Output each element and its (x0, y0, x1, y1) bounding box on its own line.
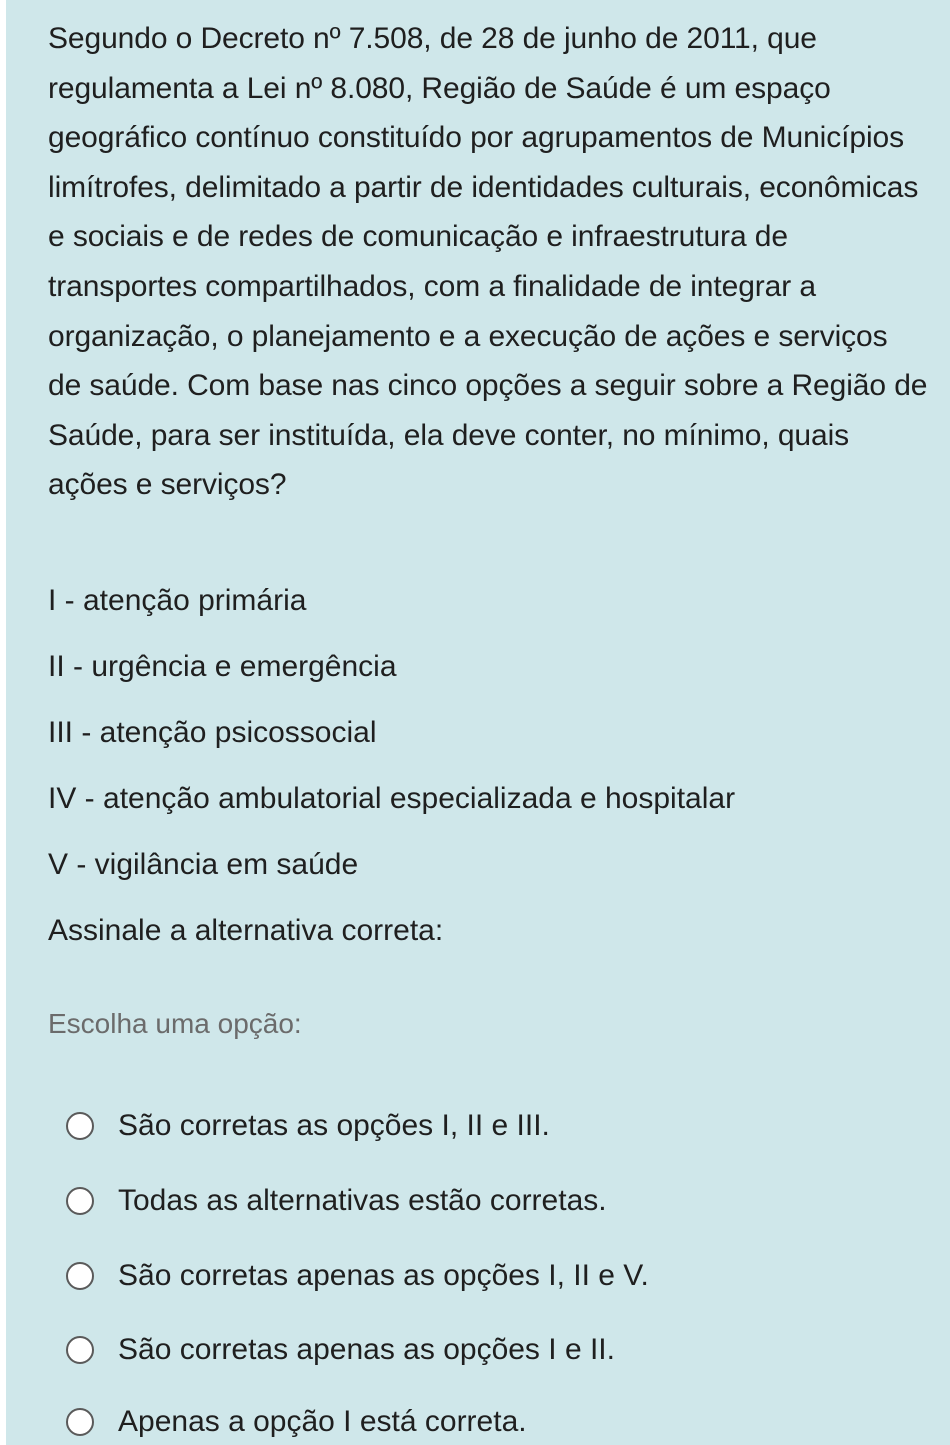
answer-option-1[interactable] (66, 1106, 550, 1146)
radio-button-icon[interactable] (66, 1262, 94, 1290)
radio-button-icon[interactable] (66, 1187, 94, 1215)
radio-button-icon[interactable] (66, 1336, 94, 1364)
choose-option-prompt: Escolha uma opção: (48, 1008, 302, 1039)
instruction-text: Assinale a alternativa correta: (48, 914, 444, 947)
answer-option-label[interactable]: São corretas apenas as opções I e II. (118, 1333, 615, 1366)
answer-option-5[interactable] (66, 1402, 527, 1442)
radio-button-icon[interactable] (66, 1112, 94, 1140)
statement-item-1: I - atenção primária (48, 584, 307, 617)
answer-option-label[interactable]: São corretas as opções I, II e III. (118, 1109, 550, 1142)
statement-item-4: IV - atenção ambulatorial especializada e hospitalar (48, 782, 736, 815)
statement-item-5: V - vigilância em saúde (48, 848, 359, 881)
answer-option-4[interactable] (66, 1330, 615, 1370)
answer-option-label[interactable]: Todas as alternativas estão corretas. (118, 1184, 607, 1217)
question-panel (6, 0, 950, 1445)
answer-option-3[interactable] (66, 1256, 649, 1296)
statement-item-2: II - urgência e emergência (48, 650, 397, 683)
answer-option-2[interactable] (66, 1181, 607, 1221)
answer-option-label[interactable]: Apenas a opção I está correta. (118, 1405, 527, 1438)
question-text: Segundo o Decreto nº 7.508, de 28 de junho de 2011, que regulamenta a Lei nº 8.080, Região de Saúde é um espaço geográfico contínuo constituído por agrupamentos de Municípios limítrofes, delimitado a partir de identidades culturais, econômicas e sociais e de redes de comunicação e infraestrutura de transportes compartilhados, com a finalidade de integrar a organização, o planejamento e a execução de ações e serviços de saúde. Com base nas cinco opções a seguir sobre a Região de Saúde, para ser instituída, ela deve conter, no mínimo, quais ações e serviços? (48, 22, 928, 502)
answer-option-label[interactable]: São corretas apenas as opções I, II e V. (118, 1259, 649, 1292)
radio-button-icon[interactable] (66, 1408, 94, 1436)
statement-item-3: III - atenção psicossocial (48, 716, 377, 749)
